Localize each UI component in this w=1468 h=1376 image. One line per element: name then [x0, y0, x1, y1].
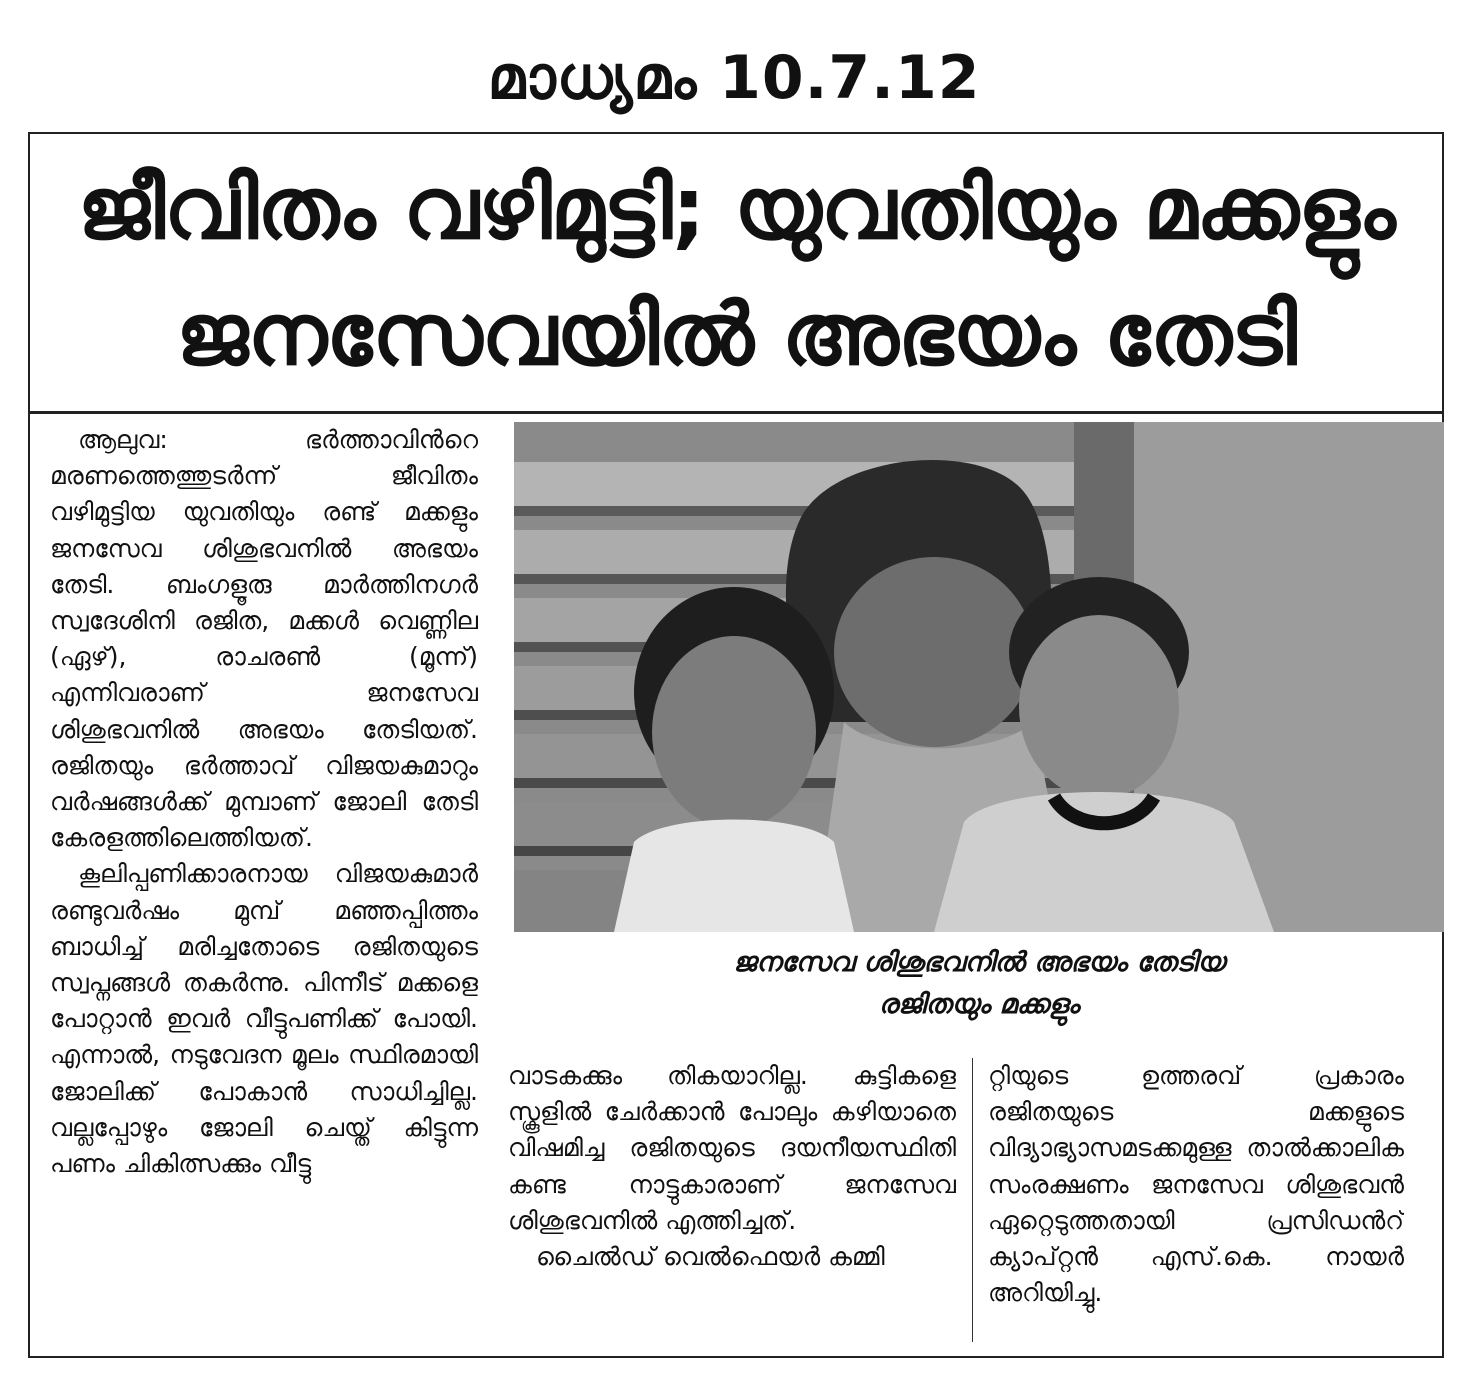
article-paragraph-1: ആലുവ: ഭർത്താവിന്‍റെ മരണത്തെത്തുടർന്ന് ജീവിതം വഴിമുട്ടിയ യുവതിയും രണ്ട് മക്കളും ജനസേവ ശിശുഭവനിൽ അഭയം തേടി. ബംഗളൂരു മാർത്തിനഗർ സ്വദേശിനി രജിത, മക്കൾ വെണ്ണില (ഏഴ്), രാചരൺ (മൂന്ന്) എന്നിവരാണ് ജനസേവ ശിശുഭവനിൽ അഭയം തേടിയത്. രജിതയും ഭർത്താവ് വിജയകുമാറും വർഷങ്ങൾക്ക് മുമ്പാണ് ജോലി തേടി കേരളത്തിലെത്തിയത്. [50, 425, 478, 853]
headline-box [28, 132, 1444, 414]
news-photo [514, 422, 1444, 932]
article-paragraph-2: കൂലിപ്പണിക്കാരനായ വിജയകുമാർ രണ്ടുവർഷം മുമ്പ് മഞ്ഞപ്പിത്തം ബാധിച്ച് മരിച്ചതോടെ രജിതയുടെ സ്വപ്നങ്ങൾ തകർന്നു. പിന്നീട് മക്കളെ പോറ്റാൻ ഇവർ വീട്ടുപണിക്ക് പോയി. എന്നാൽ, നടുവേദന മൂലം സ്ഥിരമായി ജോലിക്ക് പോകാൻ സാധിച്ചില്ല. വല്ലപ്പോഴും ജോലി ചെയ്ത് കിട്ടുന്ന പണം ചികിത്സക്കും വീട്ടു [50, 859, 478, 1179]
article-column-right [988, 1058, 1404, 1348]
headline-line-1: ജീവിതം വഴിമുട്ടി; യുവതിയും മക്കളും [77, 159, 1395, 259]
photo-caption [514, 942, 1444, 1026]
article-column-left [50, 422, 478, 1352]
masthead-newspaper-date: മാധ്യമം 10.7.12 [487, 43, 981, 113]
article-paragraph-4: ചൈൽഡ് വെൽഫെയർ കമ്മി [536, 1242, 885, 1272]
article-column-middle [508, 1058, 956, 1348]
photo-caption-line-1: ജനസേവ ശിശുഭവനിൽ അഭയം തേടിയ [733, 947, 1225, 978]
photo-caption-line-2: രജിതയും മക്കളും [878, 989, 1080, 1020]
column-divider [972, 1058, 973, 1342]
news-photo-illustration [514, 422, 1444, 932]
headline-line-2: ജനസേവയിൽ അഭയം തേടി [176, 285, 1296, 385]
article-paragraph-3: വാടകക്കും തികയാറില്ല. കുട്ടികളെ സ്കൂളിൽ ചേർക്കാൻ പോലും കഴിയാതെ വിഷമിച്ച രജിതയുടെ ദയനീയസ്ഥിതി കണ്ട നാട്ടുകാരാണ് ജനസേവ ശിശുഭവനിൽ എത്തിച്ചത്. [508, 1061, 956, 1235]
article-paragraph-5: റ്റിയുടെ ഉത്തരവ് പ്രകാരം രജിതയുടെ മക്കളുടെ വിദ്യാഭ്യാസമടക്കമുള്ള താൽക്കാലിക സംരക്ഷണം ജനസേവ ശിശുഭവൻ ഏറ്റെടുത്തതായി പ്രസിഡന്‍റ് ക്യാപ്റ്റൻ എസ്.കെ. നായർ അറിയിച്ചു. [988, 1061, 1404, 1308]
